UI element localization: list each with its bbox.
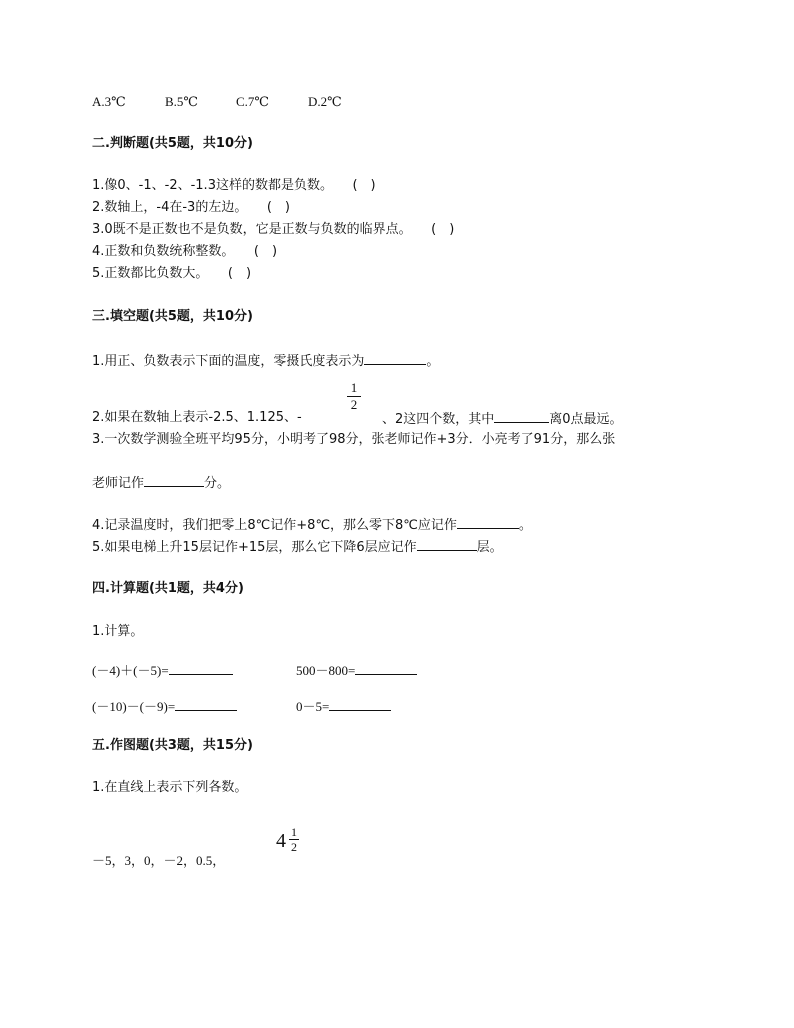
- fill-item-5: 5.如果电梯上升15层记作+15层，那么它下降6层应记作 层。: [92, 540, 503, 555]
- answer-blank[interactable]: [417, 538, 477, 551]
- number-list: －5，3，0，－2，0.5，: [92, 853, 226, 868]
- judge-item-3: 3.0既不是正数也不是负数，它是正数与负数的临界点。 ( ): [92, 222, 455, 237]
- answer-blank[interactable]: [144, 474, 204, 487]
- answer-blank[interactable]: [494, 410, 549, 423]
- calc-item-1: 1.计算。: [92, 624, 144, 639]
- fill-item-3-line1: 3.一次数学测验全班平均95分，小明考了98分，张老师记作+3分．小亮考了91分，那么张: [92, 432, 616, 447]
- fill-item-3-line2: 老师记作 分。: [92, 476, 231, 491]
- answer-blank[interactable]: [169, 662, 233, 675]
- calc-expr-2: 500－800=: [296, 662, 417, 679]
- fraction-half: 1 2: [347, 381, 361, 412]
- answer-blank[interactable]: [364, 352, 426, 365]
- section-3-title: 三.填空题(共5题，共10分): [92, 309, 253, 324]
- calc-expr-3: (－10)－(－9)=: [92, 698, 237, 715]
- answer-blank[interactable]: [175, 698, 237, 711]
- calc-expr-4: 0－5=: [296, 698, 391, 715]
- judge-item-5: 5.正数都比负数大。 ( ): [92, 266, 252, 281]
- option-d: D.2℃: [308, 94, 342, 109]
- fill-item-2-after: 、2这四个数，其中 离0点最远。: [382, 412, 623, 427]
- section-4-title: 四.计算题(共1题，共4分): [92, 581, 244, 596]
- answer-blank[interactable]: [457, 516, 519, 529]
- option-c: C.7℃: [236, 94, 269, 109]
- section-5-title: 五.作图题(共3题，共15分): [92, 738, 253, 753]
- judge-item-1: 1.像0、-1、-2、-1.3这样的数都是负数。 ( ): [92, 178, 376, 193]
- option-a: A.3℃: [92, 94, 126, 109]
- section-2-title: 二.判断题(共5题，共10分): [92, 136, 253, 151]
- draw-item-1: 1.在直线上表示下列各数。: [92, 780, 248, 795]
- option-b: B.5℃: [165, 94, 198, 109]
- judge-item-2: 2.数轴上，-4在-3的左边。 ( ): [92, 200, 290, 215]
- calc-expr-1: (－4)＋(－5)=: [92, 662, 233, 679]
- answer-blank[interactable]: [355, 662, 417, 675]
- fill-item-4: 4.记录温度时，我们把零上8℃记作+8℃，那么零下8℃应记作 。: [92, 518, 532, 533]
- fill-item-2-before: 2.如果在数轴上表示-2.5、1.125、-: [92, 410, 302, 425]
- judge-item-4: 4.正数和负数统称整数。 ( ): [92, 244, 278, 259]
- mixed-number: 4 1 2: [276, 825, 297, 854]
- answer-blank[interactable]: [329, 698, 391, 711]
- fill-item-1: 1.用正、负数表示下面的温度，零摄氏度表示为 。: [92, 354, 440, 369]
